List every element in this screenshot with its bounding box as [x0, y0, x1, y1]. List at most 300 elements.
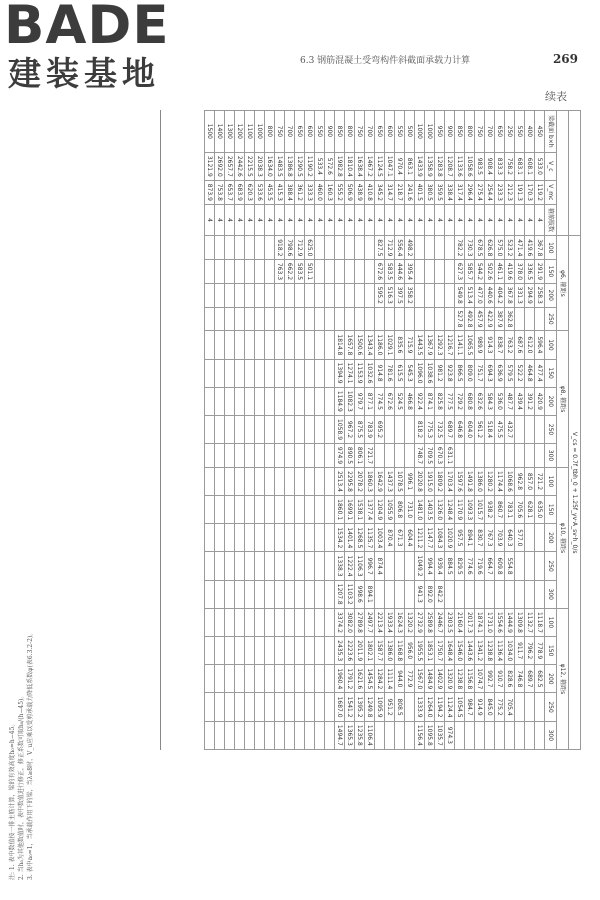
table-cell: 1038.6 [425, 359, 435, 387]
table-cell [315, 307, 325, 331]
table-cell: 4 [525, 204, 535, 236]
table-cell [245, 496, 255, 524]
table-cell: 609.8 [495, 552, 505, 580]
table-cell: 1467.2 [365, 152, 375, 180]
table-cell [245, 665, 255, 693]
table-cell: 554.8 [505, 552, 515, 580]
table-cell: 922.4 [415, 387, 425, 415]
table-cell: 1802.1 [365, 637, 375, 665]
table-row [475, 111, 485, 750]
table-cell: 4 [485, 204, 495, 236]
table-cell: 957.5 [455, 524, 465, 552]
table-cell [325, 283, 335, 307]
table-cell: 984.7 [465, 693, 475, 721]
table-cell: 627.3 [455, 260, 465, 284]
table-cell: 796.2 [525, 637, 535, 665]
table-cell [325, 359, 335, 387]
table-cell: 545.3 [405, 359, 415, 387]
table-cell [295, 387, 305, 415]
logo-tagline: 建装基地 [8, 54, 160, 93]
table-cell: 1400 [215, 111, 225, 153]
table-cell: 1054.5 [455, 693, 465, 721]
table-cell [535, 444, 545, 468]
table-cell: 1153.9 [355, 359, 365, 387]
table-cell [215, 637, 225, 665]
table-cell: 914.8 [375, 359, 385, 387]
table-cell [275, 331, 285, 359]
table-cell [225, 467, 235, 495]
column-header: V_c [545, 152, 557, 180]
table-cell [285, 415, 295, 443]
table-cell: 359.5 [435, 180, 445, 204]
table-row [245, 111, 255, 750]
table-cell [255, 359, 265, 387]
table-cell [225, 444, 235, 468]
table-cell: 781.6 [385, 359, 395, 387]
table-cell [285, 721, 295, 749]
table-cell [235, 693, 245, 721]
table-cell [275, 387, 285, 415]
table-cell: 908.4 [485, 152, 495, 180]
table-cell: 782.2 [455, 236, 465, 260]
table-cell [455, 444, 465, 468]
table-cell: 715.9 [405, 331, 415, 359]
table-cell [205, 387, 215, 415]
table-cell: 951.2 [385, 693, 395, 721]
table-cell [435, 283, 445, 307]
table-cell [365, 236, 375, 260]
table-cell [505, 580, 515, 608]
table-cell [315, 665, 325, 693]
table-row [375, 111, 385, 750]
table-cell [475, 444, 485, 468]
table-cell: 1915.0 [425, 467, 435, 495]
table-cell: 1554.6 [495, 608, 505, 636]
group-header: φ10, 箍距s [557, 467, 569, 608]
table-cell: 4 [435, 204, 445, 236]
table-cell: 1731.0 [485, 608, 495, 636]
table-cell [405, 721, 415, 749]
table-cell [295, 637, 305, 665]
column-header: V_mc [545, 180, 557, 204]
table-cell: 1624.3 [395, 608, 405, 636]
table-cell [205, 524, 215, 552]
table-cell: 471.4 [515, 236, 525, 260]
table-cell: 2017.3 [465, 608, 475, 636]
brand-logo [4, 2, 180, 94]
table-cell [355, 260, 365, 284]
table-cell: 4 [425, 204, 435, 236]
table-cell: 361.2 [295, 180, 305, 204]
table-cell [495, 580, 505, 608]
table-cell [305, 467, 315, 495]
table-cell [215, 721, 225, 749]
table-cell [325, 496, 335, 524]
group-header: φ6, 箍距s [557, 236, 569, 331]
table-cell [235, 444, 245, 468]
table-cell [285, 467, 295, 495]
table-cell: 583.5 [295, 260, 305, 284]
table-cell [535, 415, 545, 443]
table-cell: 584.3 [485, 387, 495, 415]
table-cell: 2657.7 [225, 152, 235, 180]
table-cell: 317.4 [455, 180, 465, 204]
table-cell: 487.7 [505, 387, 515, 415]
table-cell: 1222.4 [345, 552, 355, 580]
table-cell: 825.8 [435, 387, 445, 415]
table-cell [315, 608, 325, 636]
table-cell [385, 444, 395, 468]
table-cell: 1401.4 [345, 524, 355, 552]
table-cell: 1791.2 [345, 665, 355, 693]
table-cell: 4 [355, 204, 365, 236]
table-cell [215, 307, 225, 331]
table-cell: 1300 [225, 111, 235, 153]
table-cell [285, 496, 295, 524]
table-cell: 974.3 [445, 721, 455, 749]
table-cell [265, 444, 275, 468]
table-cell [235, 331, 245, 359]
table-row [335, 111, 345, 750]
table-cell [475, 721, 485, 749]
table-cell [235, 387, 245, 415]
table-cell [535, 580, 545, 608]
table-row [365, 111, 375, 750]
column-header: 150 [545, 637, 557, 665]
table-cell [265, 307, 275, 331]
table-row [385, 111, 395, 750]
table-cell: 2213.4 [375, 608, 385, 636]
column-header: 箍筋肢数 [545, 204, 557, 236]
table-cell [225, 236, 235, 260]
table-cell: 914.9 [475, 693, 485, 721]
table-cell [205, 236, 215, 260]
table-cell: 1147.7 [425, 524, 435, 552]
table-cell [525, 552, 535, 580]
logo-wordmark: BADE [4, 0, 170, 56]
table-cell [205, 331, 215, 359]
table-cell: 1238.8 [455, 665, 465, 693]
table-cell: 892.0 [425, 580, 435, 608]
table-cell [275, 552, 285, 580]
table-cell: 4 [345, 204, 355, 236]
table-cell: 911.7 [515, 637, 525, 665]
table-cell [425, 236, 435, 260]
table-cell: 4 [235, 204, 245, 236]
table-cell: 1118.7 [535, 608, 545, 636]
table-cell: 1402.9 [435, 665, 445, 693]
table-cell: 783.1 [505, 496, 515, 524]
table-cell: 777.5 [445, 387, 455, 415]
table-row [525, 111, 535, 750]
table-cell [235, 283, 245, 307]
table-cell [405, 552, 415, 580]
table-cell: 191.3 [515, 180, 525, 204]
table-cell: 1100 [245, 111, 255, 153]
table-row [285, 111, 295, 750]
table-cell: 636.9 [495, 359, 505, 387]
table-cell: 650 [375, 111, 385, 153]
table-cell [245, 260, 255, 284]
table-cell [385, 552, 395, 580]
column-header: 100 [545, 608, 557, 636]
table-cell: 709.5 [425, 444, 435, 468]
table-cell [305, 721, 315, 749]
table-cell [285, 307, 295, 331]
table-container [160, 110, 581, 750]
table-cell [465, 580, 475, 608]
table-cell [295, 496, 305, 524]
table-cell [235, 236, 245, 260]
column-header: 300 [545, 580, 557, 608]
table-cell [325, 467, 335, 495]
table-cell: 628.1 [525, 496, 535, 524]
table-cell [265, 359, 275, 387]
table-cell [535, 552, 545, 580]
table-cell [295, 307, 305, 331]
table-row [495, 111, 505, 750]
table-cell: 1481.0 [415, 496, 425, 524]
table-cell [395, 415, 405, 443]
table-cell: 1136.4 [495, 637, 505, 665]
table-cell [315, 260, 325, 284]
table-cell [225, 331, 235, 359]
table-cell [255, 693, 265, 721]
table-cell [265, 415, 275, 443]
table-cell: 1055.9 [385, 496, 395, 524]
group-header: φ12, 箍距s [557, 608, 569, 749]
table-cell: 502.6 [485, 260, 495, 284]
table-cell: 400 [525, 111, 535, 153]
table-cell: 758.2 [505, 152, 515, 180]
table-cell [275, 496, 285, 524]
table-cell: 783.9 [365, 415, 375, 443]
footnotes [8, 629, 178, 890]
table-cell: 1274.1 [345, 359, 355, 387]
table-cell [205, 637, 215, 665]
table-cell: 1394.9 [335, 359, 345, 387]
table-cell: 944.0 [395, 665, 405, 693]
table-cell [275, 283, 285, 307]
table-cell: 672.6 [385, 387, 395, 415]
table-cell [295, 359, 305, 387]
table-cell: 900 [445, 111, 455, 153]
table-cell: 1035.7 [435, 721, 445, 749]
table-cell [315, 236, 325, 260]
table-cell: 1204.9 [375, 496, 385, 524]
table-cell: 2732.9 [415, 608, 425, 636]
table-cell: 730.3 [465, 236, 475, 260]
table-cell [325, 236, 335, 260]
table-cell [325, 331, 335, 359]
table-cell: 170.3 [525, 180, 535, 204]
table-cell: 4 [325, 204, 335, 236]
table-cell: 415.3 [275, 180, 285, 204]
table-cell [265, 331, 275, 359]
table-cell [245, 467, 255, 495]
table-cell: 910.7 [495, 665, 505, 693]
table-cell: 1020.9 [445, 524, 455, 552]
table-cell: 2020.8 [415, 467, 425, 495]
table-cell [205, 721, 215, 749]
footnote: 注: 1. 表中数值按一排主筋计算，梁的有效高度h₀=h−45。 [9, 720, 16, 880]
table-cell [295, 552, 305, 580]
table-cell: 1156.4 [415, 721, 425, 749]
table-row [435, 111, 445, 750]
table-cell: 524.5 [395, 387, 405, 415]
footnote-list [8, 630, 35, 880]
table-cell: 653.7 [225, 180, 235, 204]
table-cell [235, 524, 245, 552]
table-row [215, 111, 225, 750]
table-cell: 1095.9 [375, 693, 385, 721]
table-cell [225, 387, 235, 415]
table-cell [295, 580, 305, 608]
table-cell [395, 552, 405, 580]
table-cell [205, 665, 215, 693]
table-cell [265, 637, 275, 665]
table-cell [215, 387, 225, 415]
table-cell [235, 260, 245, 284]
table-cell: 4 [405, 204, 415, 236]
table-cell [395, 307, 405, 331]
table-cell: 1264.0 [425, 693, 435, 721]
table-cell: 1814.8 [335, 331, 345, 359]
table-cell: 1284.2 [375, 665, 385, 693]
table-cell: 550 [515, 111, 525, 153]
table-cell: 1106.3 [355, 552, 365, 580]
table-cell: 1657.8 [345, 331, 355, 359]
table-cell: 1068.6 [505, 467, 515, 495]
table-cell [245, 236, 255, 260]
table-cell: 1132.7 [525, 608, 535, 636]
table-cell [535, 693, 545, 721]
table-cell [495, 721, 505, 749]
table-cell [245, 580, 255, 608]
table-cell [205, 580, 215, 608]
table-cell: 506.9 [345, 180, 355, 204]
table-cell: 1082.3 [345, 387, 355, 415]
table-cell: 439.4 [515, 387, 525, 415]
table-cell: 842.2 [435, 580, 445, 608]
table-cell [225, 260, 235, 284]
table-cell [235, 552, 245, 580]
table-cell: 2215.5 [245, 152, 255, 180]
table-cell: 1860.1 [335, 496, 345, 524]
table-cell: 857.0 [525, 467, 535, 495]
column-header: 150 [545, 359, 557, 387]
table-cell: 800 [345, 111, 355, 153]
table-cell [235, 637, 245, 665]
column-header: 300 [545, 444, 557, 468]
table-cell [215, 359, 225, 387]
table-cell [235, 496, 245, 524]
table-cell: 2295.8 [345, 467, 355, 495]
table-cell: 694.3 [485, 359, 495, 387]
table-cell [405, 444, 415, 468]
table-cell: 998.6 [355, 580, 365, 608]
table-cell: 1491.8 [465, 467, 475, 495]
table-row [345, 111, 355, 750]
table-cell: 1483.5 [275, 152, 285, 180]
table-cell [205, 608, 215, 636]
table-cell: 625.0 [305, 236, 315, 260]
table-cell: 577.0 [515, 524, 525, 552]
table-cell: 732.5 [435, 415, 445, 443]
table-cell: 838.7 [495, 331, 505, 359]
table-cell [415, 283, 425, 307]
table-cell: 1853.1 [425, 637, 435, 665]
table-cell: 974.9 [335, 444, 345, 468]
table-cell [325, 387, 335, 415]
table-cell [275, 444, 285, 468]
table-cell [415, 236, 425, 260]
table-cell: 900 [325, 111, 335, 153]
table-cell [255, 637, 265, 665]
table-cell [505, 721, 515, 749]
table-cell: 687.6 [515, 331, 525, 359]
table-cell: 419.6 [505, 260, 515, 284]
table-cell: 550 [395, 111, 405, 153]
table-cell [215, 444, 225, 468]
column-header: 150 [545, 496, 557, 524]
table-cell: 241.6 [405, 180, 415, 204]
column-header: 250 [545, 552, 557, 580]
table-row [405, 111, 415, 750]
table-cell: 703.9 [495, 524, 505, 552]
table-cell: 4 [365, 204, 375, 236]
table-cell [275, 524, 285, 552]
table-cell: 604.4 [405, 524, 415, 552]
table-cell: 4 [225, 204, 235, 236]
table-cell: 2692.0 [215, 152, 225, 180]
table-cell: 1377.4 [365, 496, 375, 524]
table-cell: 1141.1 [455, 331, 465, 359]
table-cell [375, 307, 385, 331]
table-cell [275, 467, 285, 495]
table-cell [315, 444, 325, 468]
table-cell: 1184.9 [335, 387, 345, 415]
table-cell [265, 580, 275, 608]
table-cell [225, 524, 235, 552]
table-cell [205, 283, 215, 307]
table-cell: 1000 [415, 111, 425, 153]
table-cell: 682.5 [535, 665, 545, 693]
table-cell [315, 467, 325, 495]
table-cell [205, 552, 215, 580]
table-cell [285, 580, 295, 608]
table-cell [205, 496, 215, 524]
table-cell: 646.8 [455, 415, 465, 443]
table-cell [515, 552, 525, 580]
table-cell [445, 283, 455, 307]
table-cell: 751.7 [475, 359, 485, 387]
table-cell: 875.5 [355, 415, 365, 443]
table-cell [505, 444, 515, 468]
table-cell [255, 665, 265, 693]
table-cell [265, 260, 275, 284]
table-cell [305, 693, 315, 721]
table-cell: 275.4 [475, 180, 485, 204]
table-cell [255, 552, 265, 580]
table-cell [225, 307, 235, 331]
table-cell [295, 524, 305, 552]
table-cell: 1003.4 [375, 524, 385, 552]
table-cell [305, 415, 315, 443]
table-cell [235, 665, 245, 693]
table-cell: 828.6 [505, 665, 515, 693]
table-cell: 1065.5 [465, 331, 475, 359]
